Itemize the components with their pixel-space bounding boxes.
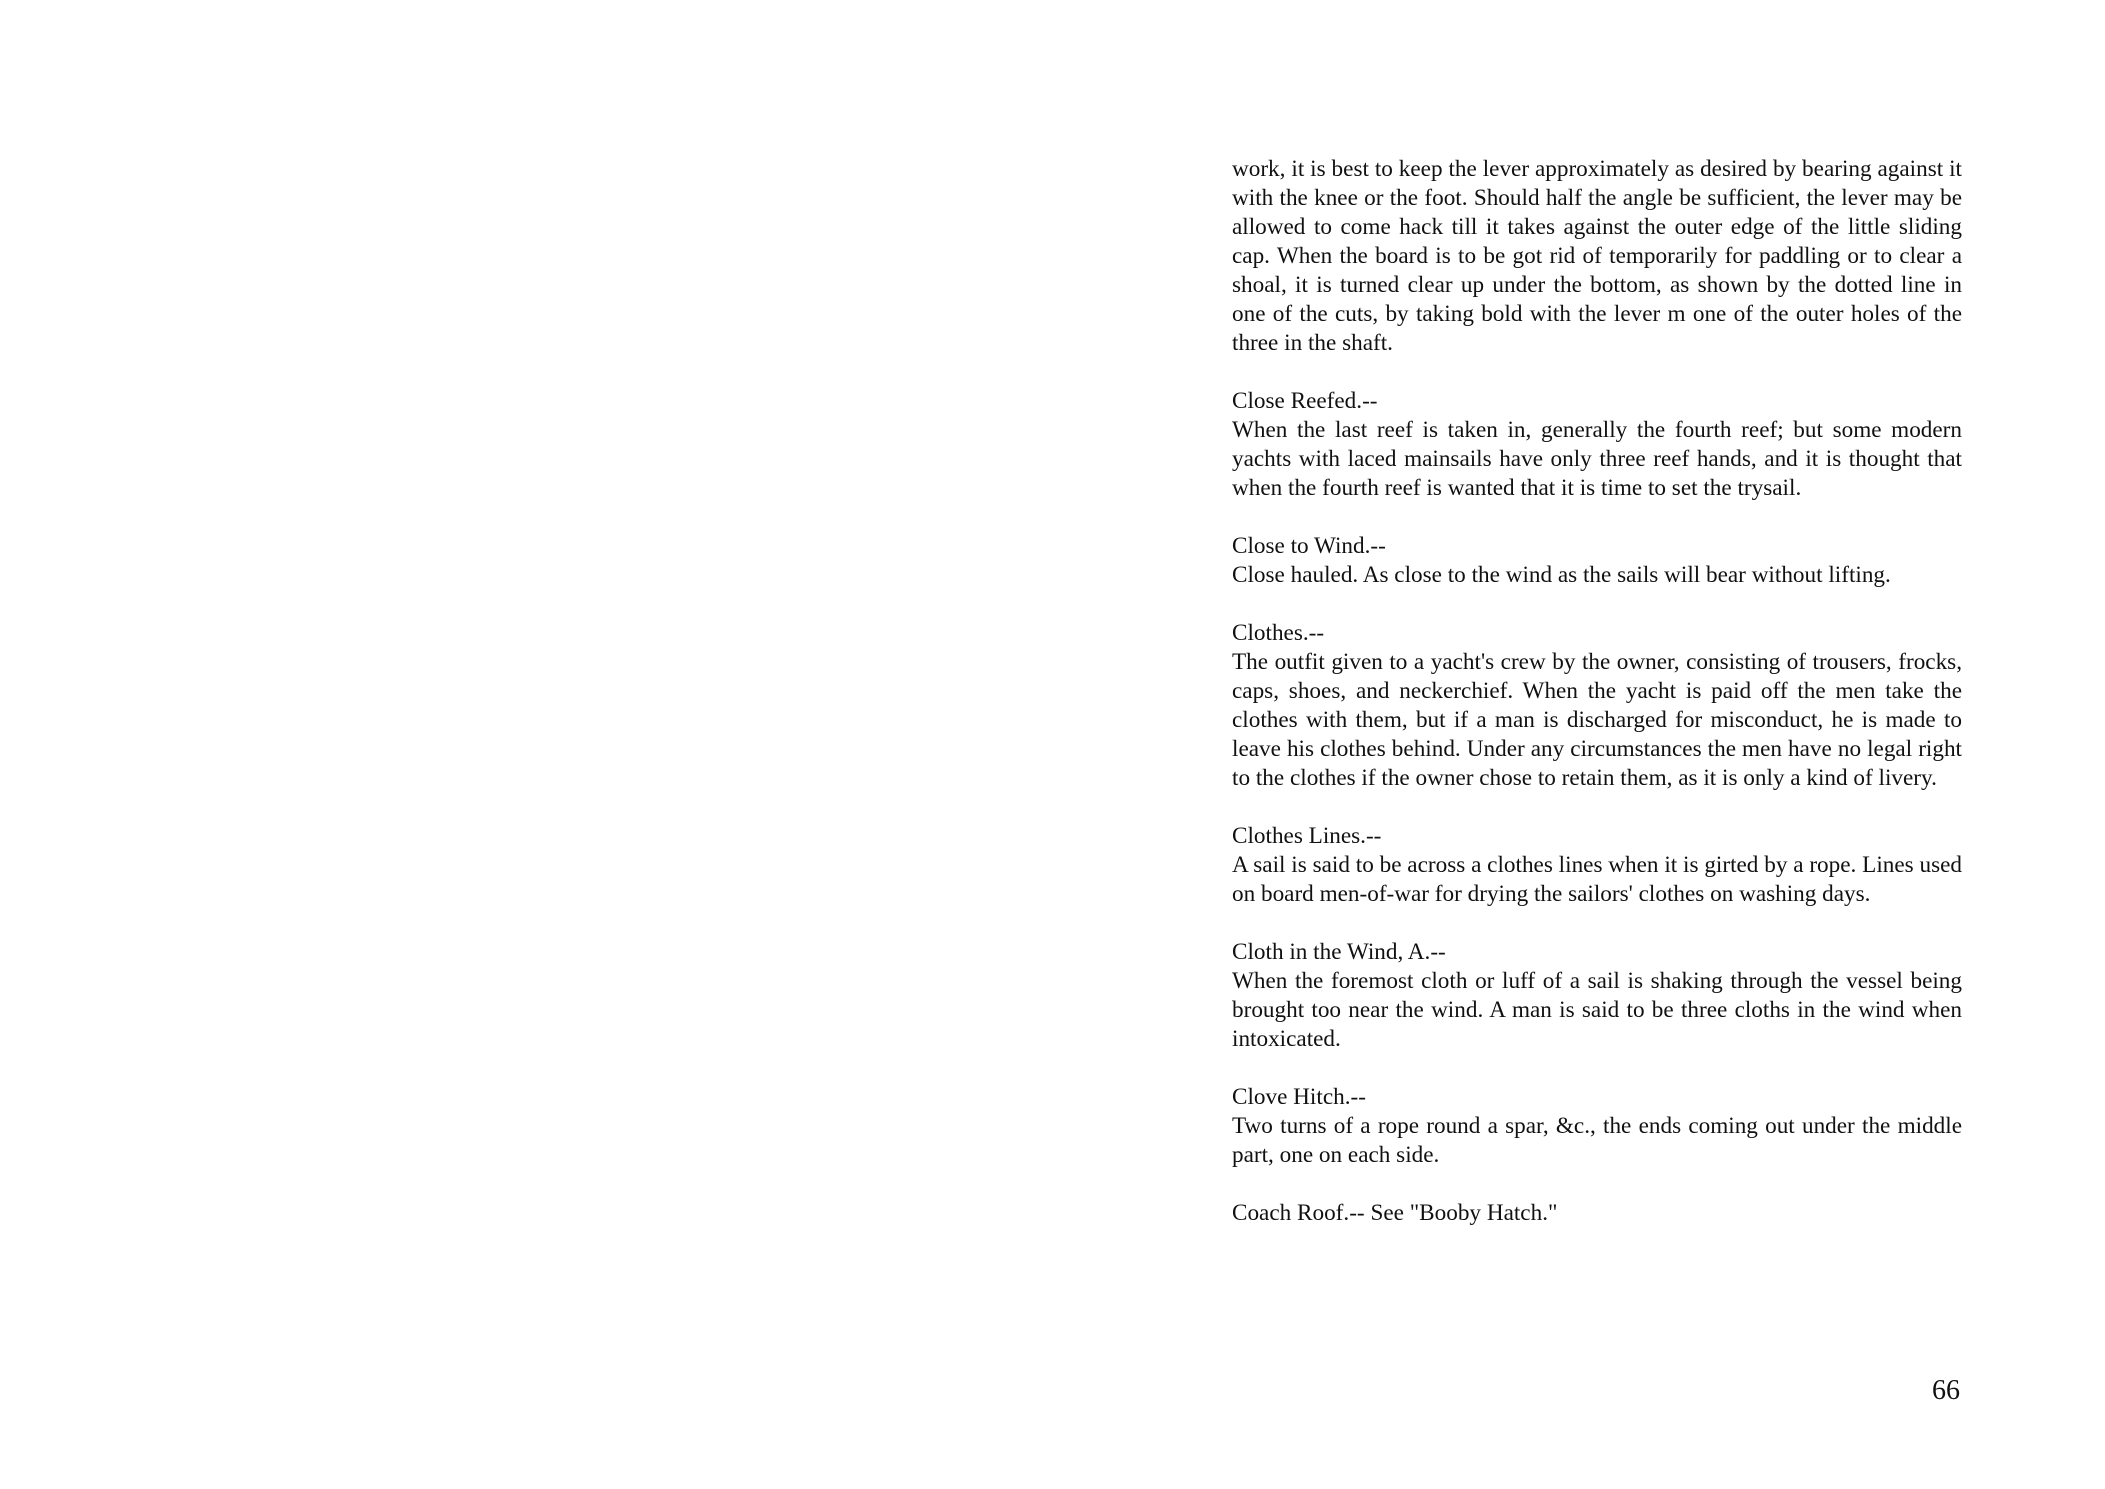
entry-definition: Two turns of a rope round a spar, &c., the ends coming out under the middle part, one on each side. xyxy=(1232,1113,1962,1168)
entry-term: Cloth in the Wind, A.-- xyxy=(1232,939,1446,965)
glossary-entry-cloth-in-the-wind xyxy=(1232,938,1962,1054)
glossary-entry-coach-roof xyxy=(1232,1199,1962,1228)
glossary-entry-clove-hitch xyxy=(1232,1083,1962,1170)
entry-term: Coach Roof.-- See "Booby Hatch." xyxy=(1232,1200,1558,1226)
entry-definition: Close hauled. As close to the wind as the sails will bear without lifting. xyxy=(1232,562,1891,588)
entry-definition: The outfit given to a yacht's crew by the owner, consisting of trousers, frocks, caps, shoes, and neckerchief. When the yacht is paid off the men take the clothes with them, but if a man is discharged for misconduct, he is made to leave his clothes behind. Under any circumstances the men have no legal right to the clothes if the owner chose to retain them, as it is only a kind of livery. xyxy=(1232,649,1962,791)
glossary-text-column xyxy=(1232,155,1962,1228)
continued-paragraph: work, it is best to keep the lever approximately as desired by bearing against it with the knee or the foot. Should half the angle be sufficient, the lever may be allowed to come hack till it takes against the outer edge of the little sliding cap. When the board is to be got rid of temporarily for paddling or to clear a shoal, it is turned clear up under the bottom, as shown by the dotted line in one of the cuts, by taking bold with the lever m one of the outer holes of the three in the shaft. xyxy=(1232,156,1962,356)
glossary-entry-close-reefed xyxy=(1232,387,1962,503)
entry-term: Clothes.-- xyxy=(1232,620,1325,646)
right-page xyxy=(1150,0,2105,1489)
entry-term: Clothes Lines.-- xyxy=(1232,823,1382,849)
entry-definition: When the foremost cloth or luff of a sail is shaking through the vessel being brought too near the wind. A man is said to be three cloths in the wind when intoxicated. xyxy=(1232,968,1962,1052)
entry-term: Clove Hitch.-- xyxy=(1232,1084,1366,1110)
entry-definition: When the last reef is taken in, generally the fourth reef; but some modern yachts with laced mainsails have only three reef hands, and it is thought that when the fourth reef is wanted that it is time to set the trysail. xyxy=(1232,417,1962,501)
glossary-entry-close-to-wind xyxy=(1232,532,1962,590)
entry-definition: A sail is said to be across a clothes lines when it is girted by a rope. Lines used on board men-of-war for drying the sailors' clothes on washing days. xyxy=(1232,852,1962,907)
glossary-entry-clothes xyxy=(1232,619,1962,793)
entry-term: Close to Wind.-- xyxy=(1232,533,1386,559)
page-number: 66 xyxy=(1932,1375,1960,1406)
entry-term: Close Reefed.-- xyxy=(1232,388,1378,414)
glossary-entry-clothes-lines xyxy=(1232,822,1962,909)
